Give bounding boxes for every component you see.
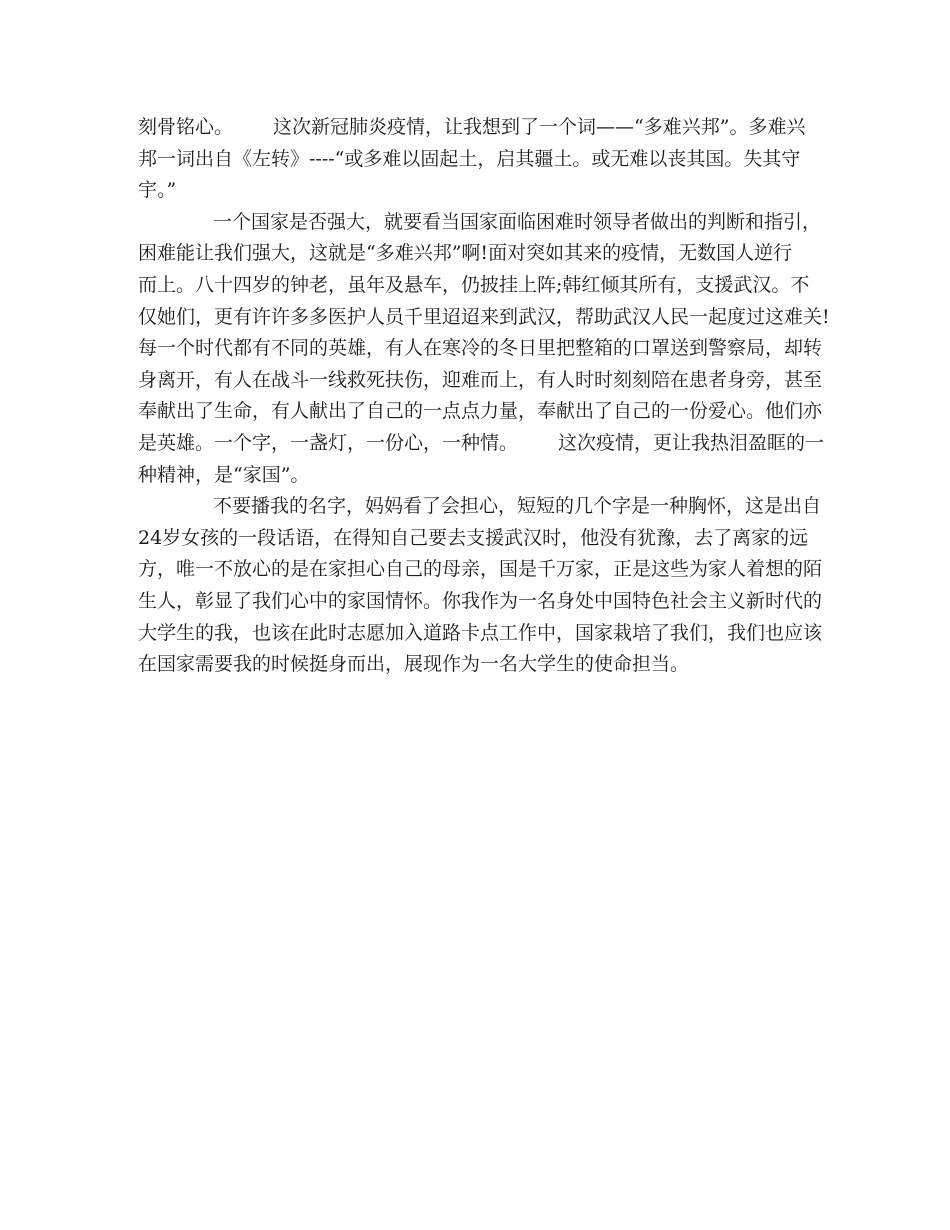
- text-line: [138, 302, 830, 334]
- text-line: [138, 586, 823, 618]
- text-segment: 是英雄。一个字，一盏灯，一份心，一种情。: [138, 431, 519, 454]
- text-segment: 大学生的我，也该在此时志愿加入道路卡点工作中，国家栽培了我们，我们也应该: [138, 621, 823, 644]
- text-segment: 这次疫情，更让我热泪盈眶的一: [558, 431, 825, 454]
- text-segment: 奉献出了生命，有人献出了自己的一点点力量，奉献出了自己的一份爱心。他们亦: [138, 400, 823, 423]
- text-segment: 方，唯一不放心的是在家担心自己的母亲，国是千万家，正是这些为家人着想的陌: [138, 558, 823, 581]
- text-segment: 刻骨铭心。: [138, 116, 234, 138]
- text-segment: 生人，彰显了我们心中的家国情怀。你我作为一名身处中国特色社会主义新时代的: [138, 589, 823, 612]
- text-line: [138, 618, 823, 650]
- text-line: [138, 144, 818, 176]
- text-segment: 邦一词出自《左转》----“或多难以固起土，启其疆土。或无难以丧其国。失其守: [138, 147, 801, 170]
- text-line: [138, 112, 818, 144]
- text-segment: 困难能让我们强大，这就是“多难兴邦”啊!面对突如其来的疫情，无数国人逆行: [138, 242, 793, 265]
- text-line: [138, 175, 818, 207]
- text-line: [138, 238, 818, 270]
- text-segment: 24岁女孩的一段话语，在得知自己要去支援武汉时，他没有犹豫，去了离家的远: [138, 526, 809, 549]
- text-line: [138, 396, 823, 428]
- text-line: [138, 428, 825, 460]
- text-line: [138, 333, 823, 365]
- text-line: [138, 649, 818, 681]
- text-segment: 仅她们，更有许许多多医护人员千里迢迢来到武汉，帮助武汉人民一起度过这难关!: [138, 305, 830, 328]
- text-line: [138, 365, 823, 397]
- paragraph-start-line: [138, 491, 822, 523]
- text-segment: 而上。八十四岁的钟老，虽年及悬车，仍披挂上阵;韩红倾其所有，支援武汉。不: [138, 273, 810, 296]
- text-line: [138, 554, 823, 586]
- text-segment: 种精神，是“家国”。: [138, 463, 310, 486]
- text-line: [138, 270, 818, 302]
- text-segment: 身离开，有人在战斗一线救死扶伤，迎难而上，有人时时刻刻陪在患者身旁，甚至: [138, 368, 823, 391]
- document-body: [138, 112, 830, 681]
- text-line: [138, 460, 818, 492]
- text-line: [138, 523, 818, 555]
- text-segment: 这次新冠肺炎疫情，让我想到了一个词——“多难兴邦”。多难兴: [273, 116, 806, 138]
- text-segment: 不要播我的名字，妈妈看了会担心，短短的几个字是一种胸怀，这是出自: [213, 495, 822, 518]
- text-segment: 宇。”: [138, 179, 177, 202]
- text-segment: 在国家需要我的时候挺身而出，展现作为一名大学生的使命担当。: [138, 653, 690, 676]
- text-segment: 一个国家是否强大，就要看当国家面临困难时领导者做出的判断和指引，: [213, 210, 822, 233]
- paragraph-start-line: [138, 207, 822, 239]
- text-segment: 每一个时代都有不同的英雄，有人在寒冷的冬日里把整箱的口罩送到警察局，却转: [138, 337, 823, 360]
